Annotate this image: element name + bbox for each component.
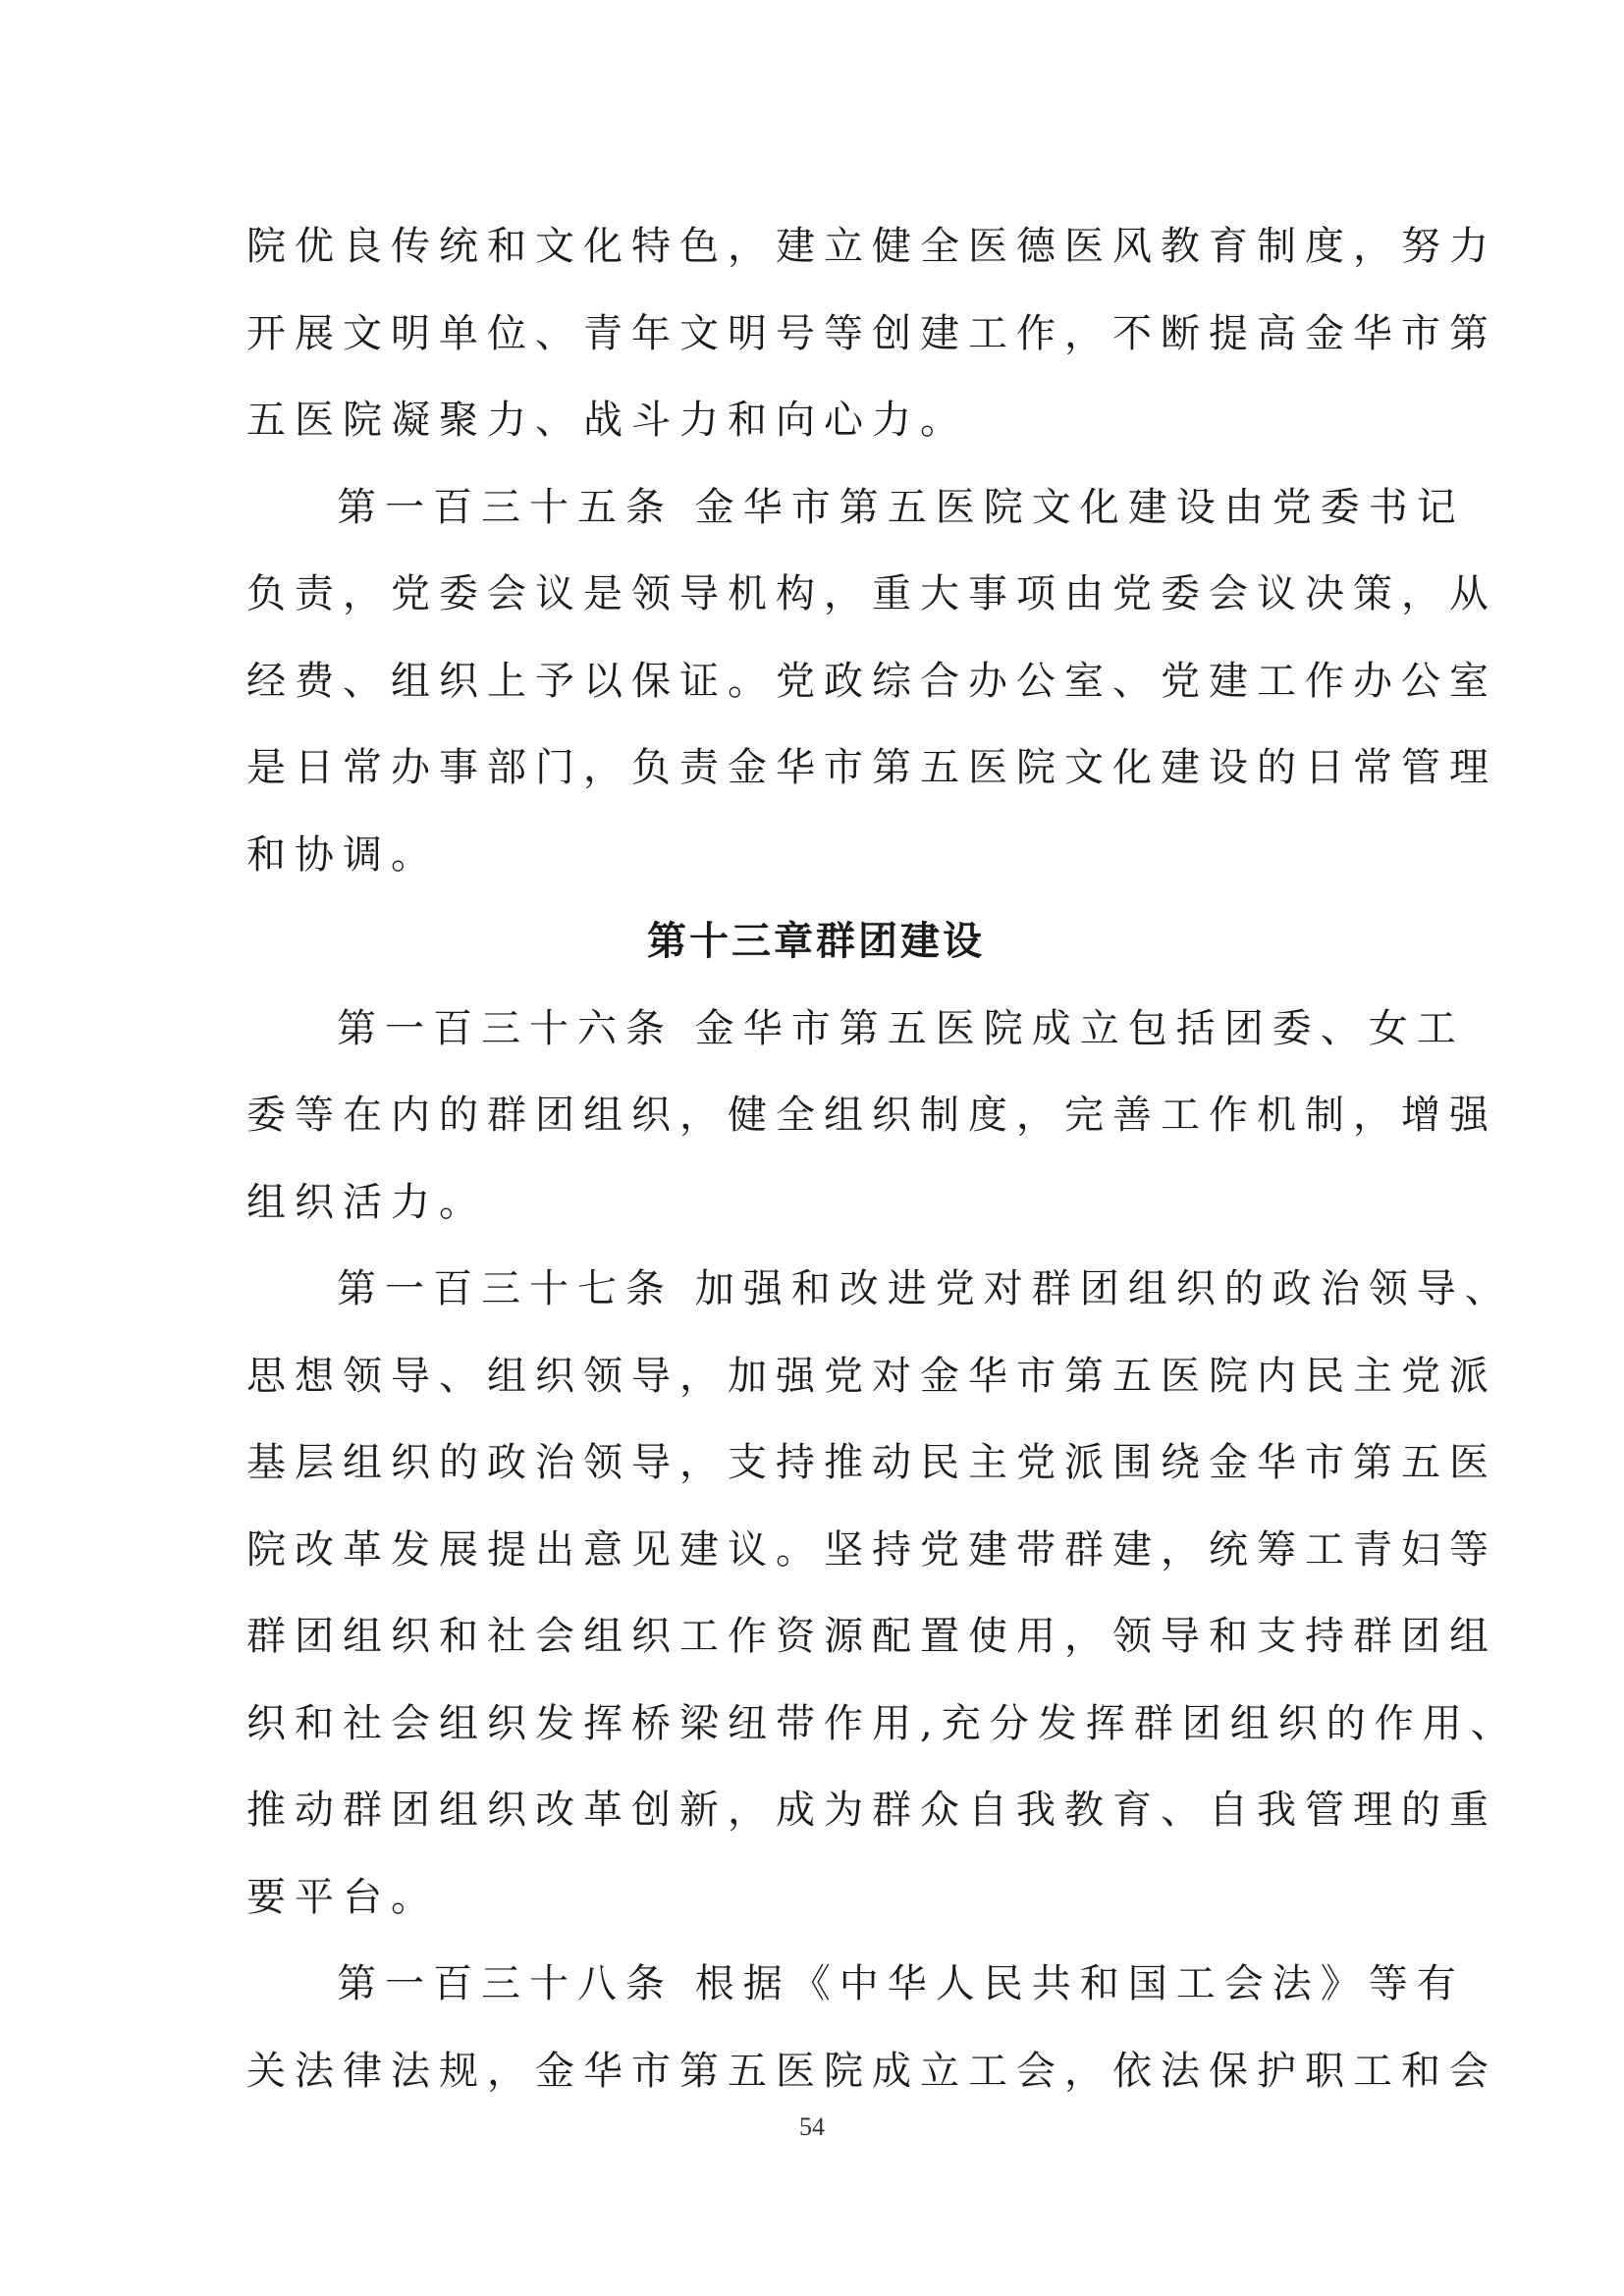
body-line: 开展文明单位、青年文明号等创建工作，不断提高金华市第 (246, 310, 1497, 356)
body-line: 推动群团组织改革创新，成为群众自我教育、自我管理的重 (246, 1788, 1497, 1833)
body-line: 关法律法规，金华市第五医院成立工会，依法保护职工和会 (246, 2048, 1497, 2094)
body-line: 负责，党委会议是领导机构，重大事项由党委会议决策，从 (246, 571, 1497, 616)
body-line: 院改革发展提出意见建议。坚持党建带群建，统筹工青妇等 (246, 1526, 1497, 1573)
body-line: 织和社会组织发挥桥梁纽带作用,充分发挥群团组织的作用、 (246, 1700, 1519, 1746)
body-line: 思想领导、组织领导，加强党对金华市第五医院内民主党派 (246, 1353, 1497, 1399)
body-line: 组织活力。 (246, 1179, 487, 1225)
body-line: 要平台。 (246, 1874, 439, 1920)
body-line: 群团组织和社会组织工作资源配置使用，领导和支持群团组 (246, 1614, 1497, 1659)
body-line: 五医院凝聚力、战斗力和向心力。 (246, 398, 968, 443)
body-line: 是日常办事部门，负责金华市第五医院文化建设的日常管理 (246, 745, 1497, 790)
article-135-start: 第一百三十五条 金华市第五医院文化建设由党委书记 (337, 484, 1465, 530)
body-line: 和协调。 (246, 831, 439, 878)
body-line: 基层组织的政治领导，支持推动民主党派围绕金华市第五医 (246, 1440, 1497, 1485)
document-body (246, 203, 1519, 2114)
article-137-start: 第一百三十七条 加强和改进党对群团组织的政治领导、 (337, 1266, 1513, 1311)
body-line: 经费、组织上予以保证。党政综合办公室、党建工作办公室 (246, 658, 1497, 704)
page-number: 54 (799, 2112, 825, 2141)
chapter-heading: 第十三章群团建设 (647, 918, 985, 964)
article-138-start: 第一百三十八条 根据《中华人民共和国工会法》等有 (337, 1961, 1465, 2006)
body-line: 委等在内的群团组织，健全组织制度，完善工作机制，增强 (246, 1093, 1497, 1138)
article-136-start: 第一百三十六条 金华市第五医院成立包括团委、女工 (337, 1005, 1465, 1051)
body-line: 院优良传统和文化特色，建立健全医德医风教育制度，努力 (246, 224, 1497, 269)
